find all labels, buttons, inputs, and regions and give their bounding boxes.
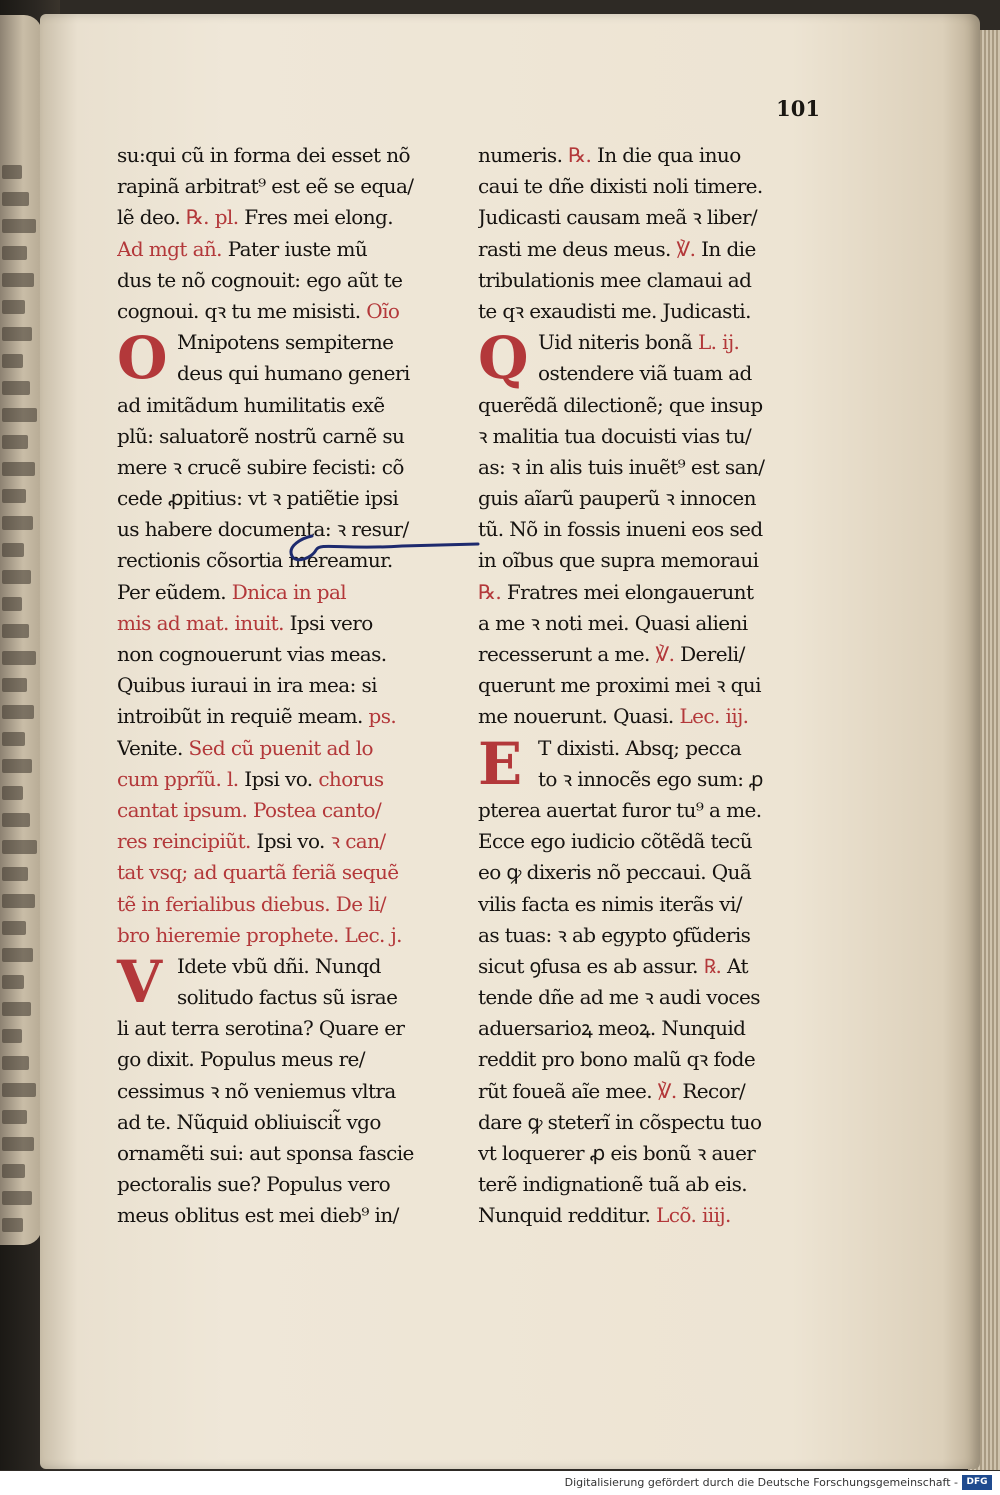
text-line [478, 701, 823, 732]
text-line [478, 514, 823, 545]
text-line [117, 670, 462, 701]
facing-page-text-fragment [2, 408, 37, 422]
rubric-text: ℣. [657, 1078, 677, 1103]
facing-page-text-fragment [2, 219, 36, 233]
facing-page-text-fragment [2, 948, 33, 962]
facing-page-text-fragment [2, 543, 24, 557]
body-text: ad te. Nũquid obliuiscit̃ vgo [117, 1109, 381, 1134]
text-line [117, 857, 462, 888]
text-line [478, 639, 823, 670]
facing-page-text-fragment [2, 165, 22, 179]
facing-page-text-fragment [2, 597, 22, 611]
text-line [117, 390, 462, 421]
text-line [538, 733, 823, 764]
rubric-text: L. ij. [697, 330, 740, 355]
text-line [117, 296, 462, 327]
body-text: Ipsi vero [283, 610, 373, 635]
body-text: lẽ deo. [117, 205, 186, 230]
facing-page-text-fragment [2, 894, 35, 908]
text-line [478, 1200, 823, 1231]
body-text: pterea auertat furor tu⁹ a me. [478, 797, 762, 822]
text-line [117, 202, 462, 233]
rubric-text: Lec. iij. [679, 704, 749, 729]
body-text: In die qua inuo [591, 143, 741, 167]
body-text: meus oblitus est mei dieb⁹ in/ [117, 1203, 399, 1228]
text-line [538, 764, 823, 795]
body-text: Dereli/ [674, 642, 745, 666]
previous-page-edge [0, 15, 42, 1245]
body-text: reddit pro bono malũ qꝛ fode [478, 1047, 756, 1072]
rubric-text: tẽ in ferialibus diebus. De li/ [117, 891, 386, 916]
text-line [478, 234, 823, 265]
body-text: guis aĩarũ pauperũ ꝛ innocen [478, 486, 756, 511]
facing-page-text-fragment [2, 732, 25, 746]
body-text: ad imitãdum humilitatis exẽ [117, 392, 385, 417]
body-text: deus qui humano generi [177, 361, 410, 386]
rubric-text: cum pprĩũ. l. [117, 766, 239, 791]
text-line [117, 1107, 462, 1138]
body-text: Fres mei elong. [238, 205, 393, 230]
body-text: te qꝛ exaudisti me. Judicasti. [478, 298, 751, 323]
body-text: li aut terra serotina? Quare er [117, 1016, 405, 1041]
facing-page-text-fragment [2, 354, 23, 368]
text-line [117, 140, 462, 171]
rubric-text: tat vsq; ad quartã feriã sequẽ [117, 860, 399, 885]
text-line [478, 452, 823, 483]
body-text: Fratres mei elongauerunt [501, 579, 754, 604]
text-line [117, 1138, 462, 1169]
body-text: terẽ indignationẽ tuã ab eis. [478, 1172, 747, 1197]
body-text: In die [695, 236, 756, 261]
facing-page-text-fragment [2, 1083, 36, 1097]
body-text: plũ: saluatorẽ nostrũ carnẽ su [117, 423, 405, 448]
facing-page-text-fragment [2, 624, 29, 638]
text-line [117, 920, 462, 951]
text-line [478, 1169, 823, 1200]
facing-page-text-fragment [2, 975, 24, 989]
text-line [478, 857, 823, 888]
facing-page-text-fragment [2, 1110, 27, 1124]
body-text: pectoralis sue? Populus vero [117, 1172, 391, 1197]
rubric-text: ℞. pl. [185, 205, 239, 230]
body-text: caui te dñe dixisti noli timere. [478, 174, 763, 199]
facing-page-text-fragment [2, 867, 28, 881]
body-text: cognoui. qꝛ tu me misisti. [117, 298, 367, 323]
text-line [478, 1044, 823, 1075]
text-line [478, 577, 823, 608]
text-line [117, 171, 462, 202]
facing-page-text-fragment [2, 300, 25, 314]
facing-page-text-fragment [2, 840, 37, 854]
rubric-text: Oĩo [366, 298, 400, 323]
body-text: rapinã arbitrat⁹ est eẽ se equa/ [117, 174, 414, 199]
body-text: in oĩbus que supra memoraui [478, 548, 759, 573]
facing-page-text-fragment [2, 273, 34, 287]
body-text: ꝛ malitia tua docuisti vias tu/ [478, 423, 752, 448]
body-text: as tuas: ꝛ ab egypto ꝯfũderis [478, 922, 751, 947]
text-line [478, 545, 823, 576]
body-text: us habere documenta: ꝛ resur/ [117, 517, 409, 542]
body-text: Ipsi vo. [238, 766, 319, 791]
text-line [117, 733, 462, 764]
body-text: querẽdã dilectionẽ; que insup [478, 392, 763, 417]
facing-page-text-fragment [2, 192, 29, 206]
text-line [478, 1138, 823, 1169]
body-text: rasti me deus meus. [478, 236, 677, 261]
body-text: a me ꝛ noti mei. Quasi alieni [478, 610, 748, 635]
body-text: to ꝛ innocẽs ego sum: ꝓ [538, 766, 763, 791]
body-text: dus te nõ cognouit: ego aũt te [117, 267, 403, 292]
rubric-text: Lcõ. iiij. [656, 1203, 731, 1228]
facing-page-text-fragment [2, 651, 36, 665]
facing-page-text-fragment [2, 381, 30, 395]
text-line [117, 234, 462, 265]
text-line [117, 1013, 462, 1044]
text-line [117, 764, 462, 795]
body-text: introibũt in requiẽ meam. [117, 704, 369, 729]
body-text: vilis facta es nimis iterãs vi/ [478, 891, 742, 916]
facing-page-text-fragment [2, 705, 34, 719]
digitization-footer [0, 1471, 1000, 1495]
text-line [117, 483, 462, 514]
body-text: cessimus ꝛ nõ veniemus vltra [117, 1078, 396, 1103]
rubric-text: Sed cũ puenit ad lo [188, 735, 373, 760]
text-line [177, 358, 462, 389]
facing-page-text-fragment [2, 678, 27, 692]
text-line [478, 670, 823, 701]
facing-page-text-fragment [2, 435, 28, 449]
body-text: rectionis cõsortia mereamur. [117, 548, 393, 573]
body-text: go dixit. Populus meus re/ [117, 1047, 365, 1072]
body-text: Mnipotens sempiterne [177, 330, 394, 355]
text-line [117, 1076, 462, 1107]
footer-credit: Digitalisierung gefördert durch die Deutsche Forschungsgemeinschaft - [564, 1476, 958, 1489]
drop-capital: O [117, 324, 168, 393]
text-line [117, 826, 462, 857]
rubric-text: cantat ipsum. Postea canto/ [117, 797, 382, 822]
rubric-text: ℞. [703, 953, 722, 978]
rubric-text: ℣. [676, 236, 696, 261]
facing-page-text-fragment [2, 1218, 23, 1232]
text-line [478, 951, 823, 982]
rubric-text: añ. [192, 236, 222, 261]
text-line [117, 421, 462, 452]
text-line [478, 982, 823, 1013]
dfg-logo: DFG [962, 1475, 992, 1490]
body-text: dare ꝙ steterĩ in cõspectu tuo [478, 1109, 762, 1134]
facing-page-text-fragment [2, 1137, 34, 1151]
facing-page-text-fragment [2, 1029, 22, 1043]
text-line [478, 920, 823, 951]
body-text: ornamẽti sui: aut sponsa fascie [117, 1141, 414, 1165]
left-text-column [117, 140, 462, 1232]
body-text: me nouerunt. Quasi. [478, 704, 680, 729]
body-text: Pater iuste mũ [221, 236, 368, 261]
rubric-text: ps. [368, 704, 397, 729]
body-text: eo ꝙ dixeris nõ peccaui. Quã [478, 860, 752, 885]
text-line [478, 608, 823, 639]
body-text: At [721, 953, 748, 978]
rubric-text: ꝛ can/ [330, 829, 386, 854]
text-line [478, 421, 823, 452]
body-text: Ipsi vo. [250, 829, 331, 854]
body-text: aduersarioꝝ meoꝝ. Nunquid [478, 1016, 746, 1041]
body-text: Idete vbũ dñi. Nunqd [177, 953, 381, 978]
text-line [478, 795, 823, 826]
text-line [177, 327, 462, 358]
body-text: vt loquerer ꝓ eis bonũ ꝛ auer [478, 1141, 756, 1165]
rubric-text: ℞. [568, 143, 592, 167]
rubric-text: Ad mgt [117, 236, 187, 261]
body-text: Ecce ego iudicio cõtẽdã tecũ [478, 829, 753, 854]
drop-capital: V [117, 947, 163, 1016]
drop-capital: E [478, 729, 523, 798]
rubric-text: ℞. [478, 579, 502, 604]
body-text: ostendere viã tuam ad [538, 361, 752, 386]
drop-capital: Q [478, 324, 529, 393]
body-text: sicut ꝯfusa es ab assur. [478, 953, 704, 978]
body-text: mere ꝛ crucẽ subire fecisti: cõ [117, 454, 404, 479]
body-text: cede ꝓpitius: vt ꝛ patiẽtie ipsi [117, 486, 399, 511]
text-line [117, 265, 462, 296]
text-line [117, 1169, 462, 1200]
facing-page-text-fragment [2, 813, 30, 827]
body-text: Per eũdem. [117, 579, 232, 604]
text-line [478, 1107, 823, 1138]
body-text: querunt me proximi mei ꝛ qui [478, 673, 761, 698]
body-text: Recor/ [676, 1078, 746, 1103]
folio-number: 101 [776, 96, 820, 121]
text-line [117, 1044, 462, 1075]
facing-page-text-fragment [2, 246, 27, 260]
facing-page-text-fragment [2, 516, 33, 530]
body-text: Nunquid redditur. [478, 1203, 657, 1228]
text-line [478, 483, 823, 514]
text-line [478, 171, 823, 202]
body-text: su:qui cũ in forma dei esset nõ [117, 143, 410, 167]
body-text: recesserunt a me. [478, 642, 656, 666]
body-text: Uid niteris bonã [538, 330, 698, 355]
body-text: Venite. [117, 735, 189, 760]
text-line [177, 982, 462, 1013]
body-text: Judicasti causam meã ꝛ liber/ [478, 205, 758, 230]
facing-page-text-fragment [2, 462, 35, 476]
right-text-column [478, 140, 823, 1232]
text-line [538, 327, 823, 358]
body-text: rũt foueã aĩe mee. [478, 1078, 658, 1103]
rubric-text: ℣. [655, 642, 675, 666]
text-line [478, 140, 823, 171]
body-text: T dixisti. Absq; pecca [538, 735, 742, 760]
text-line [478, 296, 823, 327]
text-line [538, 358, 823, 389]
text-line [117, 577, 462, 608]
text-line [478, 826, 823, 857]
text-line [117, 701, 462, 732]
rubric-text: mis ad mat. inuit. [117, 610, 284, 635]
body-text: as: ꝛ in alis tuis inuẽt⁹ est san/ [478, 454, 765, 479]
text-line [478, 202, 823, 233]
facing-page-text-fragment [2, 759, 32, 773]
facing-page-text-fragment [2, 1191, 32, 1205]
text-line [117, 889, 462, 920]
body-text: tende dñe ad me ꝛ audi voces [478, 985, 760, 1010]
text-line [117, 452, 462, 483]
text-line [117, 639, 462, 670]
facing-page-text-fragment [2, 1002, 31, 1016]
body-text: Quibus iuraui in ira mea: si [117, 673, 377, 698]
text-line [117, 1200, 462, 1231]
text-line [478, 889, 823, 920]
body-text: non cognouerunt vias meas. [117, 642, 387, 666]
facing-page-text-fragment [2, 921, 26, 935]
body-text: tũ. Nõ in fossis inueni eos sed [478, 517, 763, 542]
rubric-text: res reincipiũt. [117, 829, 251, 854]
facing-page-text-fragment [2, 570, 31, 584]
text-line [117, 795, 462, 826]
facing-page-text-fragment [2, 1164, 25, 1178]
margin-pen-stroke [282, 528, 482, 568]
facing-page-text-fragment [2, 489, 26, 503]
facing-page-text-fragment [2, 786, 23, 800]
text-line [478, 1076, 823, 1107]
rubric-text: chorus [318, 766, 384, 791]
text-line [177, 951, 462, 982]
body-text: tribulationis mee clamaui ad [478, 267, 752, 292]
text-line [117, 608, 462, 639]
facing-page-text-fragment [2, 1056, 29, 1070]
body-text: numeris. [478, 143, 569, 167]
text-line [478, 390, 823, 421]
rubric-text: Dnica in pal [231, 579, 347, 604]
body-text: solitudo factus sũ israe [177, 985, 398, 1010]
rubric-text: bro hieremie prophete. Lec. j. [117, 922, 402, 947]
facing-page-text-fragment [2, 327, 32, 341]
text-line [478, 265, 823, 296]
text-line [478, 1013, 823, 1044]
